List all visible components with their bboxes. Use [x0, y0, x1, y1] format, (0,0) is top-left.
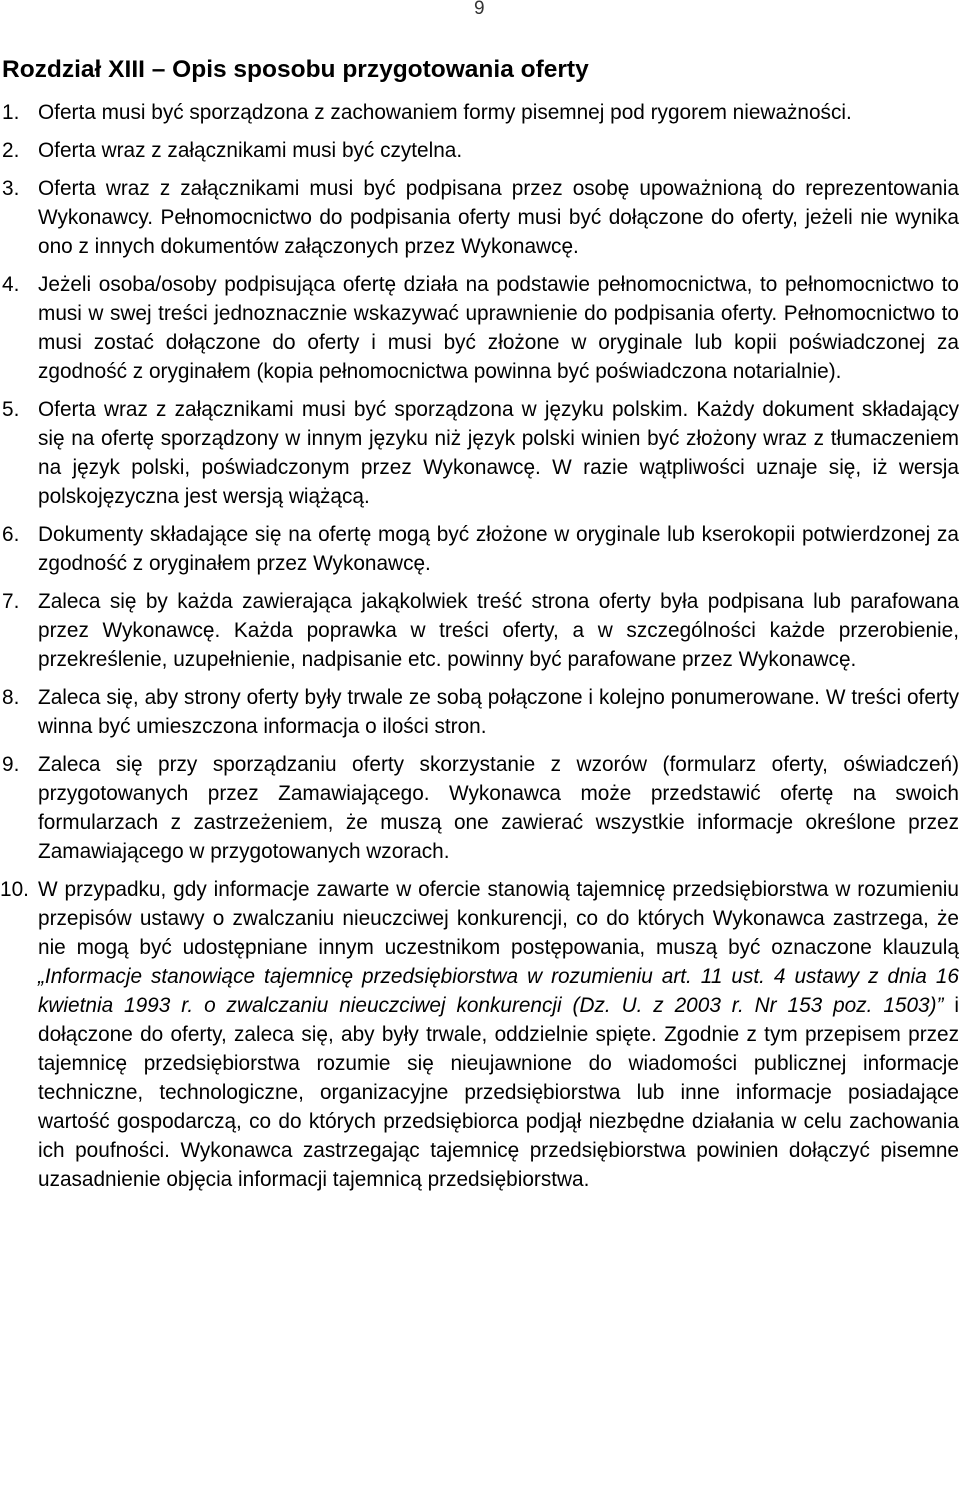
- item-text: Dokumenty składające się na ofertę mogą być złożone w oryginale lub kserokopii potwierdzonej za zgodność z oryginałem przez Wykonawcę.: [38, 523, 959, 575]
- item-text-italic-clause: „Informacje stanowiące tajemnicę przedsiębiorstwa w rozumieniu art. 11 ust. 4 ustawy z dnia 16 kwietnia 1993 r. o zwalczaniu nieuczciwej konkurencji (Dz. U. z 2003 r. Nr 153 poz. 1503)”: [38, 965, 959, 1017]
- item-number: 4.: [2, 273, 20, 296]
- item-number: 1.: [2, 101, 20, 124]
- item-text: Zaleca się, aby strony oferty były trwale ze sobą połączone i kolejno ponumerowane. W treści oferty winna być umieszczona informacja o ilości stron.: [38, 686, 959, 738]
- item-number: 10.: [0, 878, 29, 901]
- list-item: [0, 136, 960, 165]
- item-text: [38, 875, 960, 1194]
- item-number: 5.: [2, 398, 20, 421]
- list-item: [0, 683, 960, 741]
- list-item: [0, 520, 960, 578]
- list-item: [0, 98, 960, 127]
- item-number: 9.: [2, 753, 20, 776]
- item-number: 8.: [2, 686, 20, 709]
- item-text: Jeżeli osoba/osoby podpisująca ofertę działa na podstawie pełnomocnictwa, to pełnomocnictwo to musi w swej treści jednoznacznie wskazywać uprawnienie do podpisania oferty. Pełnomocnictwo to musi zostać dołączone do oferty i musi być złożone w oryginale lub kopii poświadczonej za zgodność z oryginałem (kopia pełnomocnictwa powinna być poświadczona notarialnie).: [38, 273, 959, 383]
- item-number: 7.: [2, 590, 20, 613]
- list-item: [0, 270, 960, 386]
- item-text: Oferta wraz z załącznikami musi być sporządzona w języku polskim. Każdy dokument składający się na ofertę sporządzony w innym języku niż język polski winien być złożony wraz z tłumaczeniem na język polski, poświadczonym przez Wykonawcę. W razie wątpliwości uznaje się, iż wersja polskojęzyczna jest wersją wiążącą.: [38, 398, 959, 508]
- item-text: Oferta wraz z załącznikami musi być podpisana przez osobę upoważnioną do reprezentowania Wykonawcy. Pełnomocnictwo do podpisania oferty musi być dołączone do oferty, jeżeli nie wynika ono z innych dokumentów załączonych przez Wykonawcę.: [38, 177, 959, 258]
- item-text: Oferta musi być sporządzona z zachowaniem formy pisemnej pod rygorem nieważności.: [38, 101, 852, 124]
- page-number: 9: [474, 0, 485, 19]
- requirements-list: [0, 98, 960, 1194]
- list-item: [0, 174, 960, 261]
- item-text: Zaleca się przy sporządzaniu oferty skorzystanie z wzorów (formularz oferty, oświadczeń) przygotowanych przez Zamawiającego. Wykonawca może przedstawić ofertę na swoich formularzach z zastrzeżeniem, że muszą one zawierać wszystkie informacje określone przez Zamawiającego w przygotowanych wzorach.: [38, 753, 959, 863]
- list-item: [0, 750, 960, 866]
- list-item: [0, 395, 960, 511]
- item-text-before: W przypadku, gdy informacje zawarte w ofercie stanowią tajemnicę przedsiębiorstwa w rozumieniu przepisów ustawy o zwalczaniu nieuczciwej konkurencji, co do których Wykonawca zastrzega, że nie mogą być udostępniane innym uczestnikom postępowania, muszą być oznaczone klauzulą: [38, 878, 959, 959]
- item-text-after: i dołączone do oferty, zaleca się, aby były trwale, oddzielnie spięte. Zgodnie z tym przepisem przez tajemnicę przedsiębiorstwa rozumie się nieujawnione do wiadomości publicznej informacje techniczne, technologiczne, organizacyjne przedsiębiorstwa lub inne informacje posiadające wartość gospodarczą, co do których przedsiębiorca podjął niezbędne działania w celu zachowania ich poufności. Wykonawca zastrzegając tajemnicę przedsiębiorstwa powinien dołączyć pisemne uzasadnienie objęcia informacji tajemnicą przedsiębiorstwa.: [38, 994, 959, 1191]
- list-item: [0, 875, 960, 1194]
- item-number: 2.: [2, 139, 20, 162]
- item-text: Oferta wraz z załącznikami musi być czytelna.: [38, 139, 463, 162]
- section-heading: Rozdział XIII – Opis sposobu przygotowania oferty: [2, 56, 589, 83]
- item-number: 6.: [2, 523, 20, 546]
- item-number: 3.: [2, 177, 20, 200]
- item-text: Zaleca się by każda zawierająca jakąkolwiek treść strona oferty była podpisana lub parafowana przez Wykonawcę. Każda poprawka w treści oferty, a w szczególności każde przerobienie, przekreślenie, uzupełnienie, nadpisanie etc. powinny być parafowane przez Wykonawcę.: [38, 590, 959, 671]
- list-item: [0, 587, 960, 674]
